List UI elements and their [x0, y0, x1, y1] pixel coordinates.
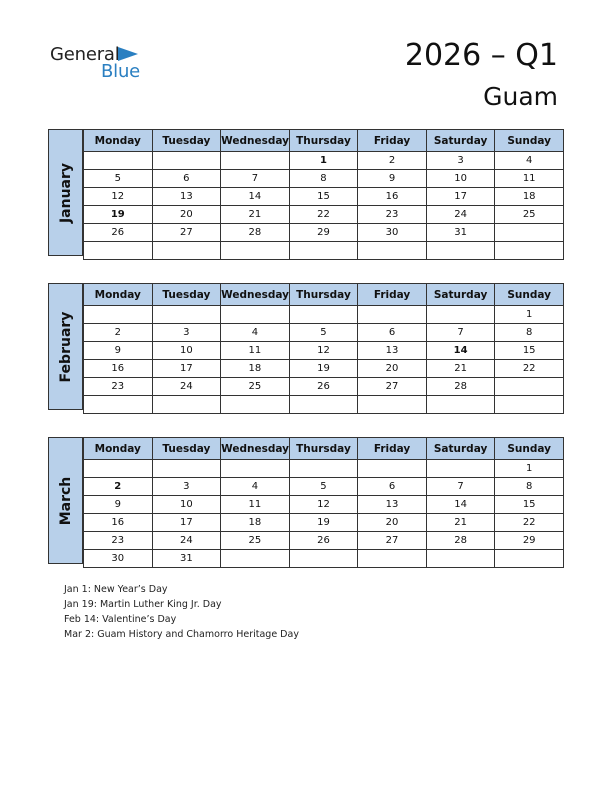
holiday-note: Jan 1: New Year’s Day: [64, 584, 168, 595]
holiday-notes: [64, 584, 299, 644]
day-cell: 2: [84, 324, 153, 342]
day-cell: [152, 306, 221, 324]
day-cell: 16: [84, 360, 153, 378]
day-cell: 29: [289, 224, 358, 242]
day-cell: 3: [152, 324, 221, 342]
day-cell: 22: [495, 514, 564, 532]
day-cell: 2: [358, 152, 427, 170]
weekday-header: Tuesday: [152, 284, 221, 306]
day-cell: 10: [152, 342, 221, 360]
weekday-header: Monday: [84, 438, 153, 460]
day-cell: 26: [289, 532, 358, 550]
day-cell: 23: [84, 378, 153, 396]
weekday-header: Thursday: [289, 284, 358, 306]
logo-blue-text: Blue: [101, 61, 141, 82]
holiday-note: Feb 14: Valentine’s Day: [64, 614, 177, 625]
day-cell: 6: [358, 324, 427, 342]
day-cell: [84, 152, 153, 170]
day-cell: 27: [152, 224, 221, 242]
week-row: [84, 550, 564, 568]
day-cell: [426, 242, 495, 260]
day-cell: 27: [358, 378, 427, 396]
day-cell: [221, 396, 290, 414]
day-cell: 21: [426, 514, 495, 532]
day-cell: 11: [221, 342, 290, 360]
day-cell: [289, 550, 358, 568]
week-row: [84, 378, 564, 396]
day-cell: 26: [289, 378, 358, 396]
day-cell: 24: [152, 532, 221, 550]
day-cell: 5: [289, 324, 358, 342]
day-cell: 11: [495, 170, 564, 188]
day-cell: 15: [495, 496, 564, 514]
weekday-header: Wednesday: [221, 284, 290, 306]
day-cell: 18: [495, 188, 564, 206]
logo-general-text: General: [50, 44, 120, 65]
month-january: [48, 129, 564, 256]
day-cell: 5: [289, 478, 358, 496]
day-cell: 6: [358, 478, 427, 496]
day-cell: 1: [495, 460, 564, 478]
day-cell: 17: [152, 360, 221, 378]
week-row: [84, 152, 564, 170]
day-cell: 18: [221, 514, 290, 532]
day-cell: 26: [84, 224, 153, 242]
day-cell: 7: [221, 170, 290, 188]
day-cell: 19: [289, 360, 358, 378]
week-row: [84, 224, 564, 242]
day-cell: [495, 378, 564, 396]
weekday-header: Friday: [358, 438, 427, 460]
weekday-header: Wednesday: [221, 438, 290, 460]
day-cell: [289, 396, 358, 414]
day-cell: 23: [358, 206, 427, 224]
day-cell: 24: [426, 206, 495, 224]
day-cell: 18: [221, 360, 290, 378]
day-cell: [358, 550, 427, 568]
week-row: [84, 396, 564, 414]
month-label: [48, 129, 83, 256]
day-cell: [426, 460, 495, 478]
weekday-header: Saturday: [426, 130, 495, 152]
month-february: [48, 283, 564, 410]
day-cell: [152, 242, 221, 260]
day-cell: [221, 550, 290, 568]
day-cell: 8: [289, 170, 358, 188]
day-cell: 25: [221, 532, 290, 550]
day-cell: 7: [426, 324, 495, 342]
day-cell: 22: [495, 360, 564, 378]
week-row: [84, 514, 564, 532]
day-cell: 12: [84, 188, 153, 206]
page-subtitle: Guam: [483, 82, 558, 111]
week-row: [84, 478, 564, 496]
day-cell: 5: [84, 170, 153, 188]
day-cell: 9: [84, 342, 153, 360]
day-cell: 13: [358, 496, 427, 514]
day-cell: 20: [358, 514, 427, 532]
day-cell: [84, 396, 153, 414]
day-cell: [221, 242, 290, 260]
day-cell: 28: [426, 532, 495, 550]
day-cell: 24: [152, 378, 221, 396]
weekday-header: Friday: [358, 284, 427, 306]
week-row: [84, 360, 564, 378]
day-cell: 1: [289, 152, 358, 170]
day-cell: 11: [221, 496, 290, 514]
weekday-header: Sunday: [495, 130, 564, 152]
weekday-header: Tuesday: [152, 438, 221, 460]
day-cell: 21: [426, 360, 495, 378]
day-cell: [289, 306, 358, 324]
week-row: [84, 496, 564, 514]
day-cell: 4: [495, 152, 564, 170]
month-grid: [83, 437, 564, 568]
day-cell: 3: [152, 478, 221, 496]
weekday-header: Sunday: [495, 284, 564, 306]
day-cell: 28: [221, 224, 290, 242]
day-cell: 31: [152, 550, 221, 568]
month-name: February: [57, 311, 74, 382]
day-cell: 17: [152, 514, 221, 532]
day-cell: [84, 460, 153, 478]
day-cell: 19: [84, 206, 153, 224]
day-cell: 12: [289, 342, 358, 360]
day-cell: 22: [289, 206, 358, 224]
day-cell: 4: [221, 324, 290, 342]
day-cell: [426, 306, 495, 324]
day-cell: [152, 396, 221, 414]
day-cell: [84, 306, 153, 324]
day-cell: [152, 152, 221, 170]
logo-flag-icon: [118, 47, 138, 61]
day-cell: 9: [358, 170, 427, 188]
weekday-header: Friday: [358, 130, 427, 152]
day-cell: [221, 460, 290, 478]
weekday-header: Wednesday: [221, 130, 290, 152]
week-row: [84, 306, 564, 324]
day-cell: [289, 242, 358, 260]
day-cell: 25: [495, 206, 564, 224]
day-cell: 20: [358, 360, 427, 378]
weekday-header: Monday: [84, 284, 153, 306]
day-cell: 14: [426, 342, 495, 360]
week-row: [84, 460, 564, 478]
day-cell: [495, 550, 564, 568]
day-cell: 14: [426, 496, 495, 514]
day-cell: 16: [358, 188, 427, 206]
logo: [50, 44, 170, 84]
day-cell: 30: [84, 550, 153, 568]
day-cell: 3: [426, 152, 495, 170]
day-cell: 28: [426, 378, 495, 396]
day-cell: 17: [426, 188, 495, 206]
day-cell: 14: [221, 188, 290, 206]
week-row: [84, 324, 564, 342]
day-cell: 10: [152, 496, 221, 514]
day-cell: [221, 306, 290, 324]
month-name: March: [57, 476, 74, 525]
day-cell: 15: [495, 342, 564, 360]
day-cell: 19: [289, 514, 358, 532]
weekday-header: Saturday: [426, 438, 495, 460]
day-cell: [495, 224, 564, 242]
weekday-header: Tuesday: [152, 130, 221, 152]
day-cell: 31: [426, 224, 495, 242]
weekday-header: Sunday: [495, 438, 564, 460]
day-cell: [495, 396, 564, 414]
day-cell: 10: [426, 170, 495, 188]
day-cell: [152, 460, 221, 478]
holiday-note: Mar 2: Guam History and Chamorro Heritage Day: [64, 629, 299, 640]
week-row: [84, 188, 564, 206]
day-cell: 12: [289, 496, 358, 514]
week-row: [84, 342, 564, 360]
day-cell: 8: [495, 324, 564, 342]
day-cell: 1: [495, 306, 564, 324]
month-name: January: [57, 162, 74, 223]
day-cell: 6: [152, 170, 221, 188]
day-cell: 4: [221, 478, 290, 496]
day-cell: 2: [84, 478, 153, 496]
day-cell: 9: [84, 496, 153, 514]
day-cell: 30: [358, 224, 427, 242]
month-grid: [83, 283, 564, 414]
day-cell: 23: [84, 532, 153, 550]
day-cell: [358, 396, 427, 414]
day-cell: [495, 242, 564, 260]
weekday-header: Thursday: [289, 130, 358, 152]
day-cell: 7: [426, 478, 495, 496]
day-cell: [84, 242, 153, 260]
month-label: [48, 437, 83, 564]
weekday-header: Monday: [84, 130, 153, 152]
week-row: [84, 206, 564, 224]
month-march: [48, 437, 564, 564]
week-row: [84, 242, 564, 260]
day-cell: 13: [358, 342, 427, 360]
day-cell: [358, 306, 427, 324]
day-cell: 21: [221, 206, 290, 224]
day-cell: [426, 396, 495, 414]
day-cell: [426, 550, 495, 568]
day-cell: [358, 242, 427, 260]
page-title: 2026 – Q1: [404, 38, 558, 73]
day-cell: 16: [84, 514, 153, 532]
month-label: [48, 283, 83, 410]
holiday-note: Jan 19: Martin Luther King Jr. Day: [64, 599, 222, 610]
week-row: [84, 170, 564, 188]
day-cell: 8: [495, 478, 564, 496]
day-cell: 13: [152, 188, 221, 206]
week-row: [84, 532, 564, 550]
day-cell: [221, 152, 290, 170]
day-cell: 20: [152, 206, 221, 224]
day-cell: 25: [221, 378, 290, 396]
day-cell: 15: [289, 188, 358, 206]
day-cell: [358, 460, 427, 478]
month-grid: [83, 129, 564, 260]
day-cell: 27: [358, 532, 427, 550]
weekday-header: Thursday: [289, 438, 358, 460]
weekday-header: Saturday: [426, 284, 495, 306]
day-cell: 29: [495, 532, 564, 550]
day-cell: [289, 460, 358, 478]
